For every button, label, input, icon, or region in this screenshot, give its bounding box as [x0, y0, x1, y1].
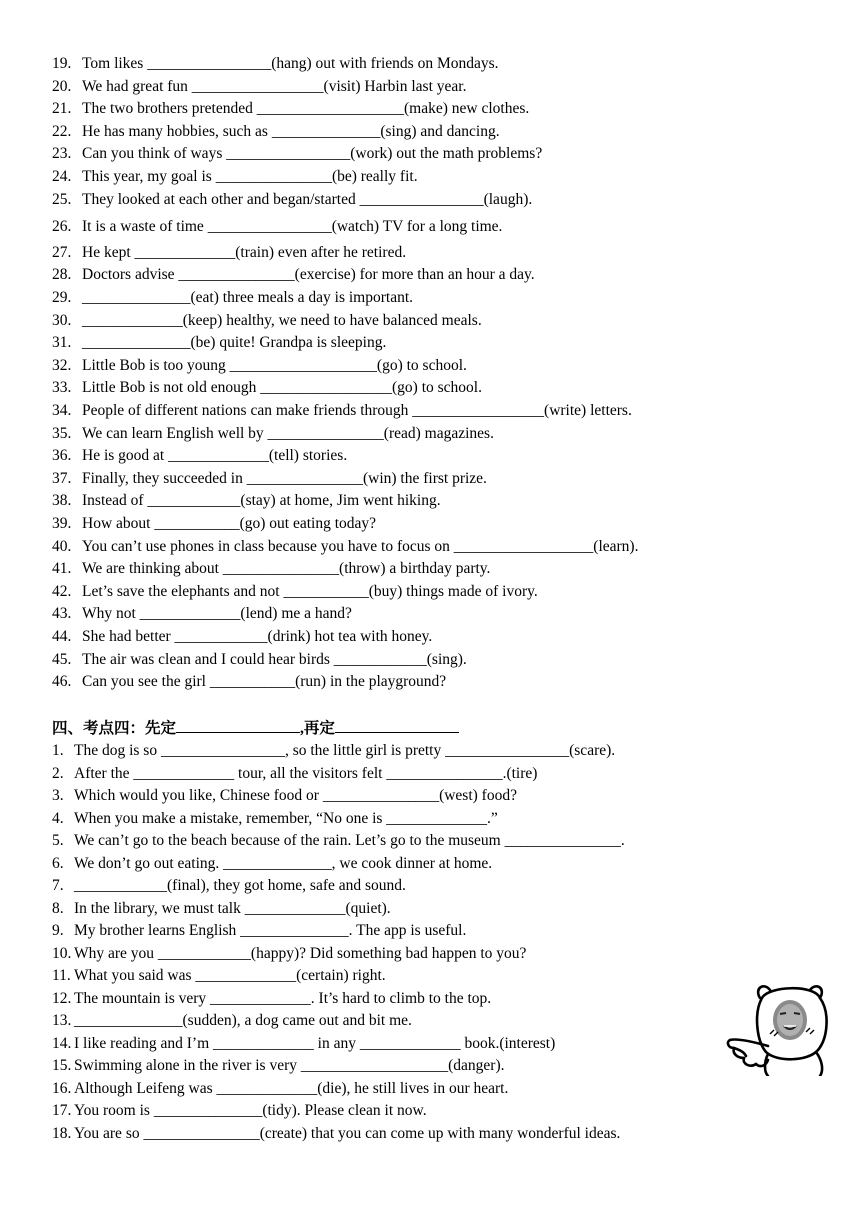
exercise-item: [52, 899, 391, 919]
exercise-text: She had better ____________(drink) hot tea with honey.: [82, 628, 433, 645]
exercise-text: We had great fun _________________(visit) Harbin last year.: [82, 77, 467, 95]
exercise-number: 40.: [52, 537, 72, 555]
exercise-number: 6.: [52, 854, 64, 872]
exercise-number: 11.: [52, 967, 71, 984]
exercise-number: 17.: [52, 1102, 72, 1119]
exercise-text: People of different nations can make friends through _________________(write) letters.: [82, 402, 632, 419]
exercise-item: [52, 190, 532, 210]
exercise-text: In the library, we must talk _____________(quiet).: [74, 899, 391, 917]
exercise-text: ______________(eat) three meals a day is important.: [82, 289, 414, 306]
exercise-text: Can you think of ways ________________(work) out the math problems?: [82, 145, 543, 163]
exercise-item: [52, 491, 441, 511]
exercise-text: I like reading and I’m _____________ in any _____________ book.(interest): [74, 1034, 556, 1052]
exercise-item: [52, 378, 482, 398]
section-4-blank-2: [335, 718, 459, 733]
exercise-text: What you said was _____________(certain) right.: [74, 967, 386, 984]
exercise-number: 42.: [52, 582, 72, 600]
exercise-item: [52, 217, 502, 237]
exercise-number: 37.: [52, 469, 72, 487]
exercise-text: The air was clean and I could hear birds ____________(sing).: [82, 650, 467, 668]
exercise-item: [52, 1101, 427, 1121]
exercise-item: [52, 514, 376, 534]
exercise-text: Tom likes ________________(hang) out with friends on Mondays.: [82, 55, 499, 72]
exercise-number: 45.: [52, 650, 72, 668]
exercise-item: [52, 786, 517, 806]
exercise-number: 28.: [52, 266, 72, 284]
exercise-text: You can’t use phones in class because you have to focus on __________________(learn).: [82, 537, 639, 555]
exercise-item: [52, 144, 542, 164]
exercise-text: We don’t go out eating. ______________, we cook dinner at home.: [74, 854, 493, 872]
exercise-item: [52, 243, 406, 263]
exercise-text: He is good at _____________(tell) stories.: [82, 447, 348, 465]
exercise-item: [52, 54, 499, 74]
exercise-text: You room is ______________(tidy). Please clean it now.: [74, 1102, 427, 1119]
exercise-text: We can learn English well by _______________(read) magazines.: [82, 424, 494, 442]
exercise-text: Although Leifeng was _____________(die), he still lives in our heart.: [74, 1079, 509, 1097]
exercise-number: 2.: [52, 764, 64, 782]
exercise-number: 32.: [52, 356, 72, 374]
exercise-number: 25.: [52, 190, 72, 208]
exercise-text: Swimming alone in the river is very ___________________(danger).: [74, 1057, 505, 1074]
exercise-text: ______________(be) quite! Grandpa is sleeping.: [82, 334, 387, 352]
exercise-item: [52, 989, 491, 1009]
exercise-item: [52, 604, 352, 624]
section-4-heading-middle: ,再定: [300, 720, 335, 737]
exercise-text: Let’s save the elephants and not ___________(buy) things made of ivory.: [82, 582, 538, 600]
exercise-number: 13.: [52, 1012, 72, 1029]
exercise-text: Instead of ____________(stay) at home, Jim went hiking.: [82, 492, 441, 510]
exercise-text: Why are you ____________(happy)? Did something bad happen to you?: [74, 944, 527, 962]
exercise-text: You are so _______________(create) that you can come up with many wonderful ideas.: [74, 1124, 621, 1142]
exercise-number: 34.: [52, 402, 72, 419]
exercise-text: Which would you like, Chinese food or _______________(west) food?: [74, 787, 517, 804]
exercise-text: Why not _____________(lend) me a hand?: [82, 605, 352, 623]
exercise-item: [52, 582, 538, 602]
section-4-heading-prefix: 四、考点四：先定: [52, 720, 177, 737]
exercise-item: [52, 1011, 412, 1031]
exercise-text: When you make a mistake, remember, “No one is _____________.”: [74, 809, 498, 827]
exercise-item: [52, 537, 638, 557]
exercise-number: 10.: [52, 944, 72, 962]
exercise-text: He kept _____________(train) even after he retired.: [82, 243, 407, 261]
exercise-number: 26.: [52, 218, 72, 236]
exercise-item: [52, 1056, 504, 1076]
exercise-number: 41.: [52, 560, 72, 578]
exercise-item: [52, 167, 418, 187]
section-4-heading: [52, 718, 459, 739]
exercise-number: 5.: [52, 832, 64, 849]
exercise-number: 23.: [52, 145, 72, 163]
pointing-bear-sticker: [724, 976, 844, 1076]
exercise-text: They looked at each other and began/started ________________(laugh).: [82, 190, 533, 208]
exercise-item: [52, 333, 386, 353]
exercise-item: [52, 966, 386, 986]
exercise-text: Can you see the girl ___________(run) in the playground?: [82, 673, 447, 691]
exercise-number: 35.: [52, 424, 72, 442]
exercise-text: The mountain is very _____________. It’s hard to climb to the top.: [74, 989, 492, 1007]
exercise-text: After the _____________ tour, all the visitors felt _______________.(tire): [74, 764, 538, 782]
exercise-item: [52, 469, 487, 489]
exercise-number: 16.: [52, 1079, 72, 1097]
exercise-item: [52, 944, 526, 964]
exercise-item: [52, 446, 347, 466]
exercise-number: 39.: [52, 515, 72, 532]
exercise-text: We can’t go to the beach because of the rain. Let’s go to the museum _______________.: [74, 832, 625, 849]
exercise-item: [52, 764, 537, 784]
exercise-item: [52, 921, 466, 941]
exercise-text: Little Bob is not old enough _________________(go) to school.: [82, 379, 482, 397]
exercise-text: How about ___________(go) out eating today?: [82, 515, 377, 532]
exercise-number: 46.: [52, 673, 72, 691]
exercise-number: 1.: [52, 742, 64, 759]
exercise-item: [52, 77, 466, 97]
exercise-number: 33.: [52, 379, 72, 397]
exercise-item: [52, 831, 625, 851]
exercise-text: My brother learns English ______________. The app is useful.: [74, 922, 467, 939]
exercise-text: The dog is so ________________, so the little girl is pretty ________________(scare).: [74, 742, 616, 759]
exercise-item: [52, 1079, 508, 1099]
exercise-number: 19.: [52, 55, 72, 72]
exercise-number: 7.: [52, 877, 64, 894]
exercise-text: ____________(final), they got home, safe and sound.: [74, 877, 406, 894]
exercise-item: [52, 356, 467, 376]
exercise-number: 29.: [52, 289, 72, 306]
exercise-number: 18.: [52, 1124, 72, 1142]
exercise-item: [52, 99, 529, 119]
section-4-blank-1: [176, 718, 300, 733]
exercise-item: [52, 672, 446, 692]
exercise-item: [52, 122, 500, 142]
exercise-text: Little Bob is too young ___________________(go) to school.: [82, 356, 467, 374]
exercise-item: [52, 809, 498, 829]
exercise-number: 8.: [52, 899, 64, 917]
exercise-item: [52, 741, 615, 761]
exercise-text: The two brothers pretended ___________________(make) new clothes.: [82, 100, 530, 118]
exercise-number: 9.: [52, 922, 64, 939]
exercise-number: 24.: [52, 168, 72, 185]
exercise-item: [52, 401, 632, 421]
exercise-number: 4.: [52, 809, 64, 827]
exercise-number: 44.: [52, 628, 72, 645]
exercise-item: [52, 311, 482, 331]
exercise-item: [52, 854, 492, 874]
exercise-number: 31.: [52, 334, 72, 352]
exercise-text: It is a waste of time ________________(watch) TV for a long time.: [82, 218, 503, 236]
exercise-text: Finally, they succeeded in _______________(win) the first prize.: [82, 469, 487, 487]
exercise-text: _____________(keep) healthy, we need to have balanced meals.: [82, 311, 482, 329]
exercise-text: This year, my goal is _______________(be) really fit.: [82, 168, 418, 185]
exercise-number: 21.: [52, 100, 72, 118]
exercise-number: 43.: [52, 605, 72, 623]
exercise-item: [52, 424, 494, 444]
exercise-number: 38.: [52, 492, 72, 510]
exercise-item: [52, 265, 535, 285]
exercise-number: 12.: [52, 989, 72, 1007]
exercise-text: He has many hobbies, such as ______________(sing) and dancing.: [82, 122, 500, 140]
exercise-text: ______________(sudden), a dog came out and bit me.: [74, 1012, 412, 1029]
exercise-text: Doctors advise _______________(exercise) for more than an hour a day.: [82, 266, 535, 284]
exercise-item: [52, 650, 467, 670]
exercise-number: 27.: [52, 243, 72, 261]
exercise-text: We are thinking about _______________(throw) a birthday party.: [82, 560, 491, 578]
exercise-item: [52, 288, 413, 308]
exercise-number: 20.: [52, 77, 72, 95]
exercise-number: 14.: [52, 1034, 72, 1052]
exercise-item: [52, 627, 432, 647]
exercise-item: [52, 1124, 620, 1144]
exercise-number: 22.: [52, 122, 72, 140]
exercise-number: 15.: [52, 1057, 72, 1074]
exercise-item: [52, 1034, 555, 1054]
exercise-item: [52, 559, 490, 579]
exercise-number: 3.: [52, 787, 64, 804]
exercise-number: 36.: [52, 447, 72, 465]
exercise-item: [52, 876, 406, 896]
exercise-number: 30.: [52, 311, 72, 329]
